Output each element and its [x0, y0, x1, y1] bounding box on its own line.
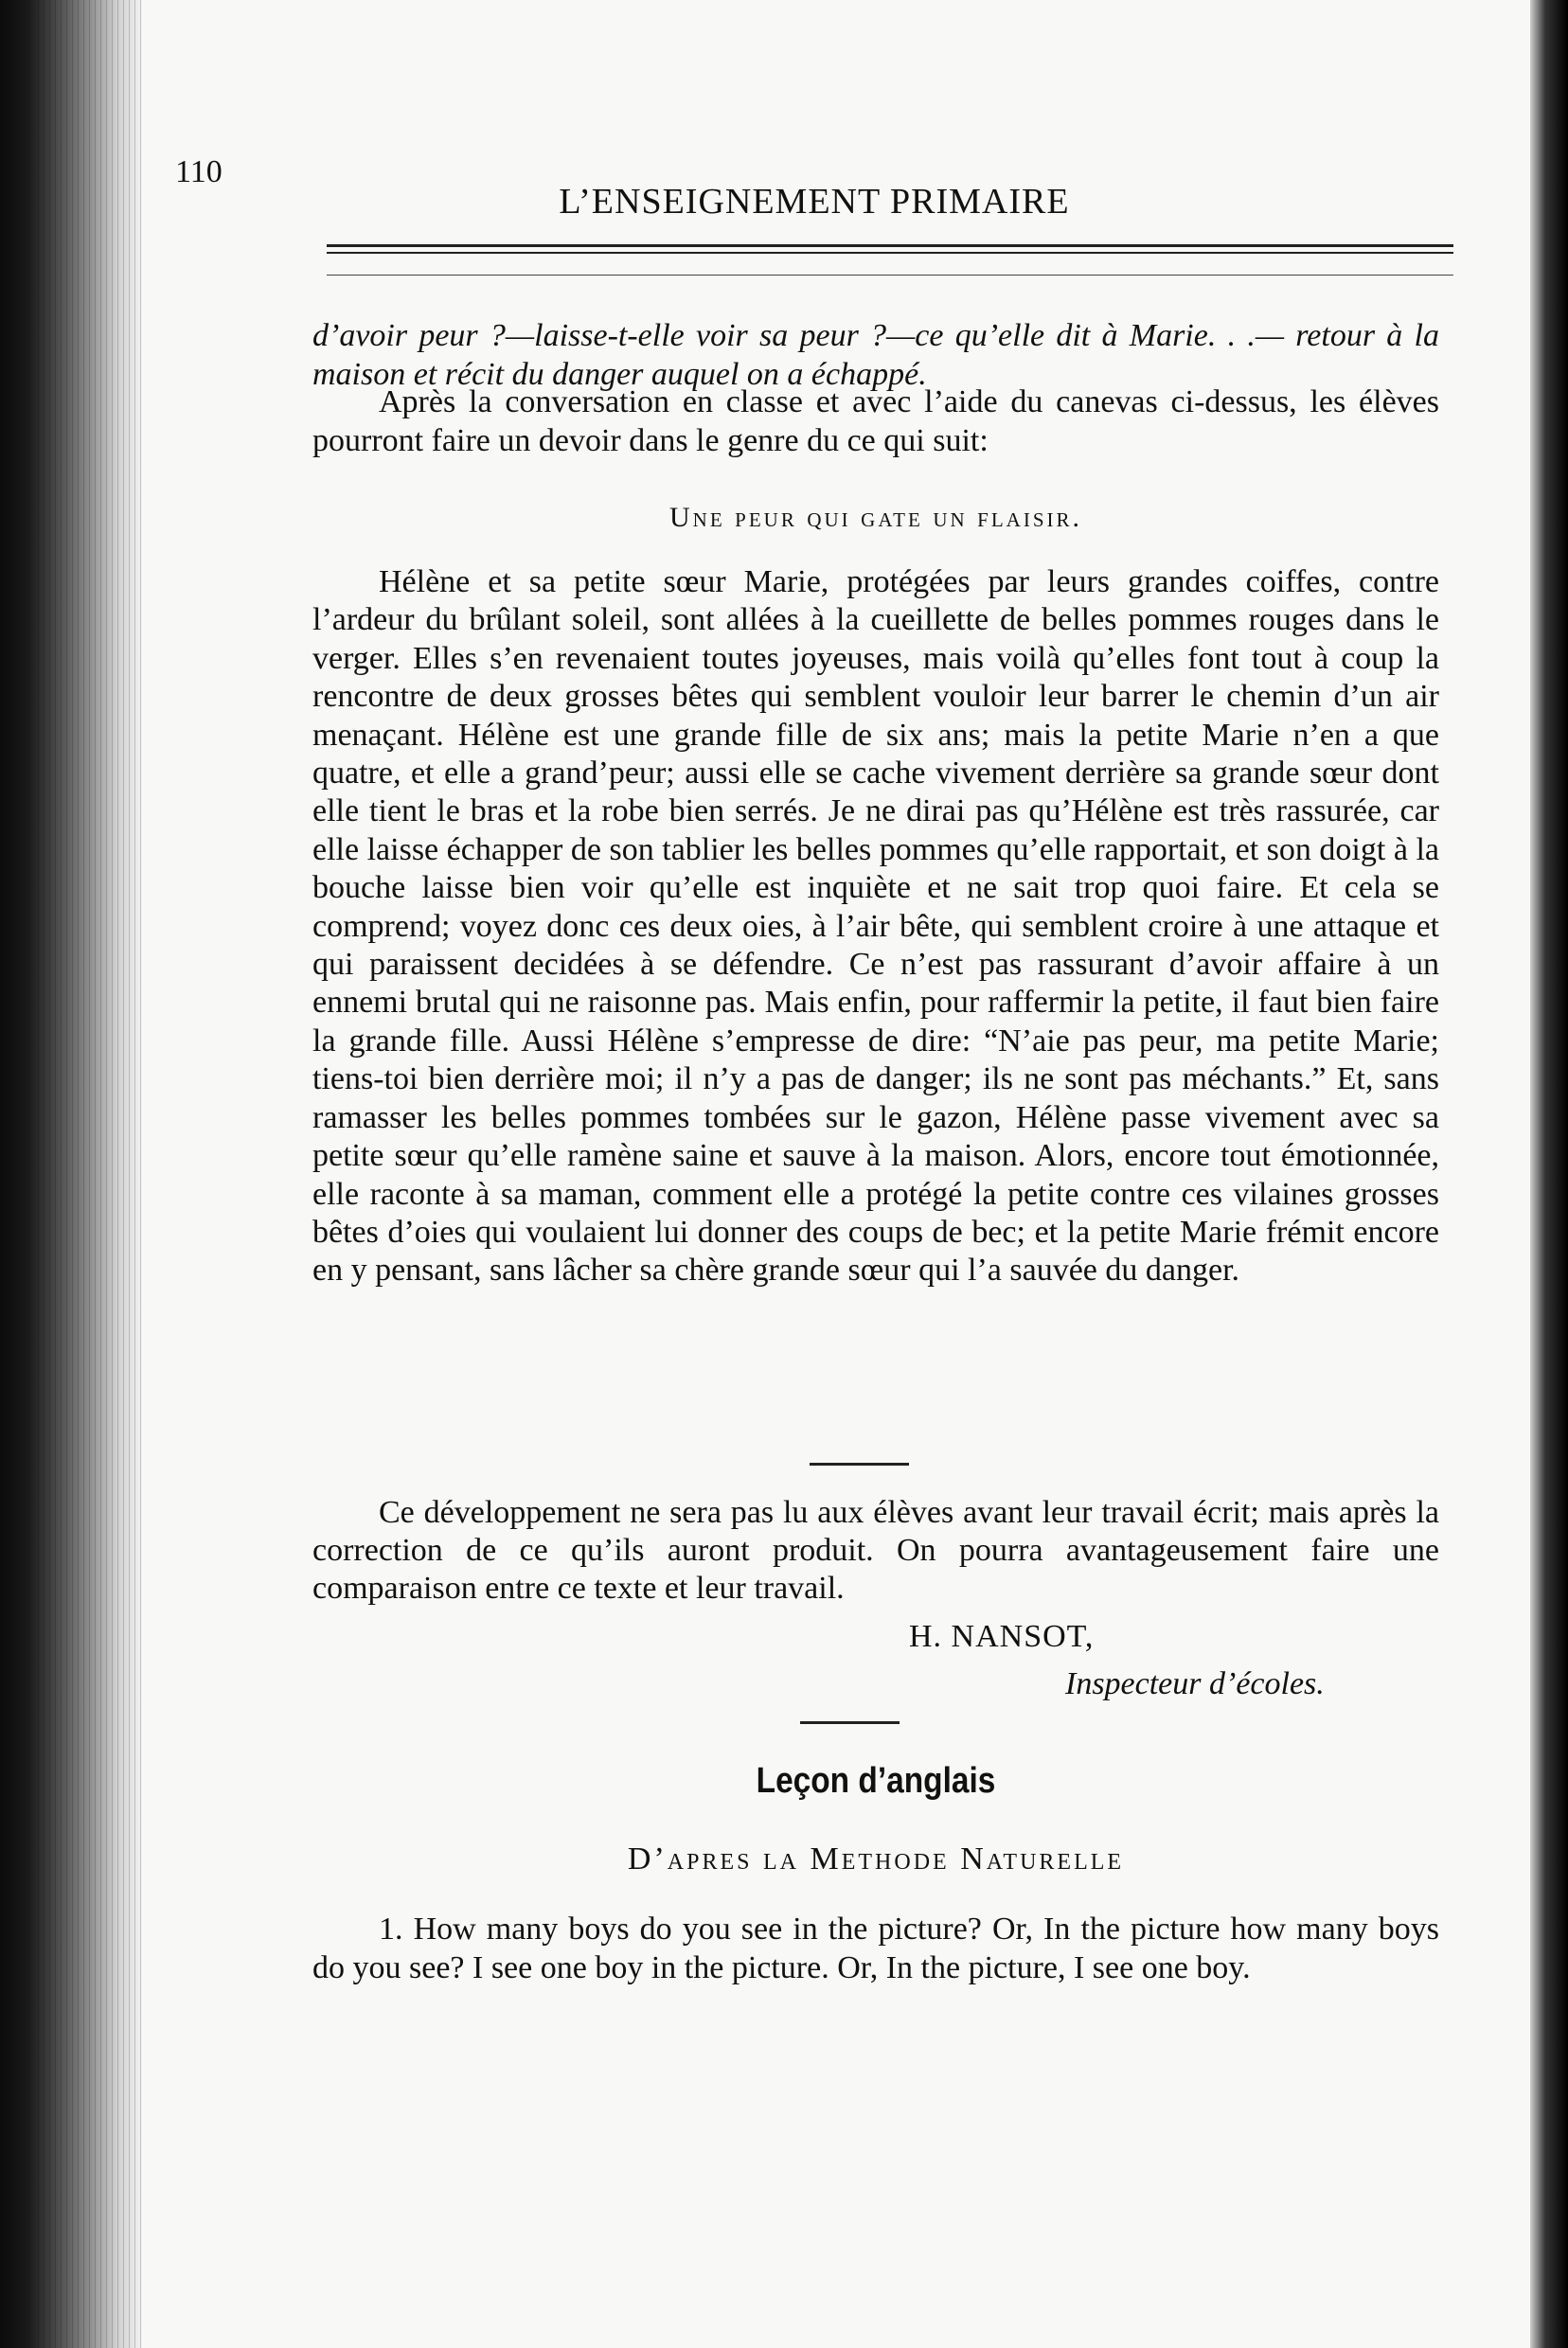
instructions-paragraph: Après la conversation en classe et avec l’aide du canevas ci-dessus, les élèves pourront faire un devoir dans le genre du ce qui suit:	[312, 384, 1439, 458]
page-header	[175, 154, 1453, 230]
lesson-subtitle: D’apres la Methode Naturelle	[627, 1841, 1125, 1877]
signature-role: Inspecteur d’écoles.	[1065, 1666, 1325, 1701]
lesson-paragraph-1: 1. How many boys do you see in the picture? Or, In the picture how many boys do you see? I see one boy in the picture. Or, In the picture, I see one boy.	[312, 1912, 1439, 1985]
header-double-rule	[327, 244, 1453, 254]
lesson-title: Leçon d’anglais	[756, 1761, 996, 1801]
page-right-edge-shadow	[1530, 0, 1568, 2348]
intro-italic-paragraph: d’avoir peur ?—laisse-t-elle voir sa peur ?—ce qu’elle dit à Marie. . .— retour à la maison et récit du danger auquel on a échappé.	[312, 318, 1439, 392]
closing-paragraph: Ce développement ne sera pas lu aux élèves avant leur travail écrit; mais après la correction de ce qu’ils auront produit. On pourra avantageusement faire une comparaison entre ce texte et leur travail.	[312, 1495, 1439, 1606]
section-divider	[810, 1463, 909, 1466]
story-paragraph: Hélène et sa petite sœur Marie, protégées par leurs grandes coiffes, contre l’ardeur du brûlant soleil, sont allées à la cueillette de belles pommes rouges dans le verger. Elles s’en revenaient toutes joyeuses, mais voilà qu’elles font tout à coup la rencontre de deux grosses bêtes qui semblent vouloir leur barrer le chemin d’un air menaçant. Hélène est une grande fille de six ans; mais la petite Marie n’en a que quatre, et elle a grand’peur; aussi elle se cache vivement derrière sa grande sœur dont elle tient le bras et la robe bien serrés. Je ne dirai pas qu’Hélène est très rassurée, car elle laisse échapper de son tablier les belles pommes qu’elle rapportait, et son doigt à la bouche laisse bien voir qu’elle est inquiète et ne sait trop quoi faire. Et cela se comprend; voyez donc ces deux oies, à l’air bête, qui semblent croire à une attaque et qui paraissent decidées à se défendre. Ce n’est pas rassurant d’avoir affaire à un ennemi brutal qui ne raisonne pas. Mais enfin, pour raffermir la petite, il faut bien faire la grande fille. Aussi Hélène s’empresse de dire: “N’aie pas peur, ma petite Marie; tiens-toi bien derrière moi; il n’y a pas de danger; ils ne sont pas méchants.” Et, sans ramasser les belles pommes tombées sur le gazon, Hélène passe vivement avec sa petite sœur qu’elle ramène saine et sauve à la maison. Alors, encore tout émotionnée, elle raconte à sa maman, comment elle a protégé la petite contre ces vilaines grosses bêtes d’oies qui voulaient lui donner des coups de bec; et la petite Marie frémit encore en y pensant, sans lâcher sa chère grande sœur qui l’a sauvée du danger.	[312, 564, 1439, 1289]
header-thin-rule	[327, 275, 1453, 276]
page-number: 110	[175, 154, 223, 189]
binding-page-edges	[38, 0, 142, 2348]
section-divider-2	[800, 1721, 900, 1724]
signature-name: H. NANSOT,	[909, 1619, 1095, 1654]
story-title: Une peur qui gate un flaisir.	[669, 502, 1082, 533]
running-title: L’ENSEIGNEMENT PRIMAIRE	[559, 182, 1070, 222]
